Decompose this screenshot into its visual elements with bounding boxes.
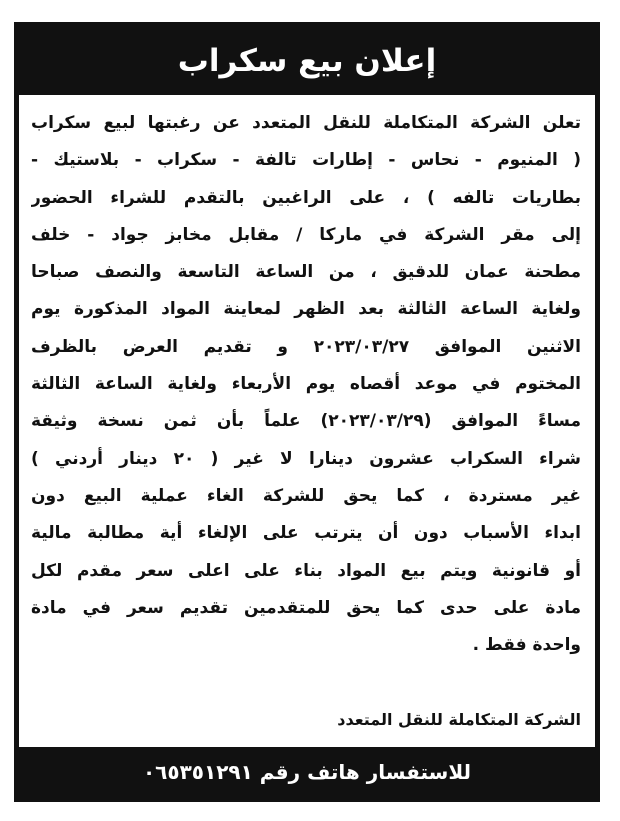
body-line: الاثنين الموافق ٢٠٢٣/٠٣/٢٧ و تقديم العرض بالظرف [31,336,581,357]
body-line: مساءً الموافق (٢٠٢٣/٠٣/٢٩) علماً بأن ثمن نسخة وثيقة [31,411,581,432]
body-line: مطحنة عمان للدقيق ، من الساعة التاسعة والنصف صباحا [31,262,581,283]
announcement-box [14,22,600,802]
body-line: بطاريات تالفه ) ، على الراغبين بالتقدم للشراء الحضور [31,187,581,208]
body-line: ( المنيوم - نحاس - إطارات تالفة - سكراب - بلاستيك - [31,150,581,171]
body-line: أو قانونية ويتم بيع المواد بناء على اعلى سعر مقدم لكل [31,560,581,581]
body-line: مادة على حدى كما يحق للمتقدمين تقديم سعر في مادة [31,597,581,618]
body-line: تعلن الشركة المتكاملة للنقل المتعدد عن رغبتها لبيع سكراب [31,113,581,133]
company-signature: الشركة المتكاملة للنقل المتعدد [337,710,581,729]
header-bar [19,27,595,95]
body-line: شراء السكراب عشرون دينارا لا غير ( ٢٠ دينار أردني ) [31,448,581,469]
body-line: المختوم في موعد أقصاه يوم الأربعاء ولغاية الساعة الثالثة [31,374,581,395]
body-line: واحدة فقط . [472,635,581,656]
body-line: إلى مقر الشركة في ماركا / مقابل مخابز جواد - خلف [31,224,581,245]
body-line: ولغاية الساعة الثالثة بعد الظهر لمعاينة المواد المذكورة يوم [31,299,581,320]
announcement-title: إعلان بيع سكراب [177,43,437,79]
footer-bar [19,747,595,797]
body-line: غير مستردة ، كما يحق للشركة الغاء عملية البيع دون [31,485,581,506]
contact-phone: للاستفسار هاتف رقم ٠٦٥٣٥١٢٩١ [142,760,472,784]
announcement-body [19,95,595,701]
body-line: ابداء الأسباب دون أن يترتب على الإلغاء أية مطالبة مالية [31,523,581,544]
